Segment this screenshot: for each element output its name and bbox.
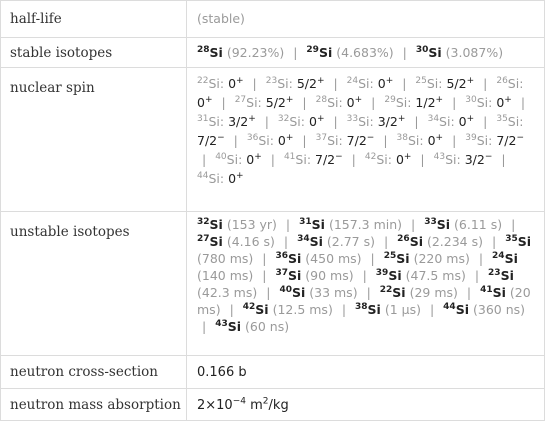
absorption-exponent: −4 bbox=[232, 396, 246, 407]
parity: + bbox=[236, 75, 244, 86]
mass-number: 41 bbox=[283, 151, 296, 162]
unstable-isotope bbox=[376, 268, 466, 283]
isotope-detail: (450 ms) bbox=[305, 251, 362, 266]
element-symbol: Si bbox=[309, 234, 323, 249]
isotope-detail: (20 ms) bbox=[197, 285, 531, 317]
parity: + bbox=[285, 94, 294, 105]
spin-entry bbox=[347, 76, 394, 91]
spin-value: 7/2 bbox=[197, 133, 218, 148]
spin-value: 0 bbox=[228, 171, 237, 186]
spin-entry bbox=[278, 114, 325, 129]
element-symbol: Si bbox=[288, 268, 302, 283]
parity: + bbox=[316, 113, 325, 124]
element-symbol: Si: bbox=[476, 95, 493, 110]
mass-number: 24 bbox=[492, 250, 505, 261]
isotope-detail: (60 ns) bbox=[245, 319, 290, 334]
spin-value: 0 bbox=[346, 95, 355, 110]
spin-value: 0 bbox=[228, 76, 237, 91]
isotope-detail: (12.5 ms) bbox=[272, 302, 333, 317]
mass-number: 34 bbox=[297, 233, 310, 244]
label-stable-isotopes: stable isotopes bbox=[1, 38, 187, 67]
spin-entry bbox=[284, 152, 343, 167]
parity: + bbox=[204, 94, 213, 105]
parity: + bbox=[435, 94, 444, 105]
value-half-life: (stable) bbox=[197, 11, 245, 26]
separator: | bbox=[520, 95, 526, 110]
mass-number: 31 bbox=[197, 113, 209, 124]
element-symbol: Si: bbox=[507, 76, 524, 91]
mass-number: 33 bbox=[346, 113, 359, 124]
spin-value: 0 bbox=[308, 114, 317, 129]
separator: | bbox=[452, 95, 457, 110]
separator: | bbox=[491, 234, 497, 249]
parity: + bbox=[504, 94, 512, 105]
absorption-mantissa: 2×10 bbox=[197, 398, 233, 413]
label-neutron-cross-section: neutron cross-section bbox=[1, 356, 187, 388]
spin-entry bbox=[415, 76, 474, 91]
mass-number: 44 bbox=[443, 301, 456, 312]
mass-number: 27 bbox=[197, 233, 210, 244]
element-symbol: Si bbox=[288, 251, 302, 266]
element-symbol: Si: bbox=[327, 95, 343, 110]
separator: | bbox=[351, 152, 356, 167]
parity: + bbox=[316, 75, 325, 86]
spin-value: 7/2 bbox=[346, 133, 367, 148]
unstable-isotope bbox=[443, 302, 525, 317]
separator: | bbox=[285, 217, 291, 232]
mass-number: 29 bbox=[384, 94, 396, 105]
element-symbol: Si bbox=[291, 285, 306, 300]
mass-number: 33 bbox=[424, 216, 437, 227]
mass-number: 43 bbox=[215, 318, 228, 329]
element-symbol: Si: bbox=[295, 152, 312, 167]
label-nuclear-spin: nuclear spin bbox=[1, 68, 187, 211]
unstable-isotope bbox=[243, 302, 333, 317]
separator: | bbox=[266, 285, 271, 300]
separator: | bbox=[270, 152, 275, 167]
parity: + bbox=[466, 75, 475, 86]
isotope-detail: (157.3 min) bbox=[328, 217, 403, 232]
parity: + bbox=[403, 151, 412, 162]
separator: | bbox=[371, 95, 376, 110]
value-nuclear-spin bbox=[187, 68, 544, 211]
separator: | bbox=[383, 133, 388, 148]
label-unstable-isotopes: unstable isotopes bbox=[1, 212, 187, 355]
spin-entry bbox=[465, 95, 512, 110]
isotope-detail: (2.77 s) bbox=[326, 234, 375, 249]
element-symbol: Si: bbox=[208, 76, 225, 91]
mass-number: 35 bbox=[505, 233, 518, 244]
element-symbol: Si: bbox=[358, 76, 374, 91]
unstable-isotope bbox=[299, 217, 402, 232]
element-symbol: Si: bbox=[289, 114, 305, 129]
parity: + bbox=[435, 132, 444, 143]
separator: | bbox=[341, 302, 347, 317]
spin-value: 0 bbox=[246, 152, 255, 167]
unstable-isotope bbox=[384, 251, 470, 266]
spin-entry bbox=[235, 95, 294, 110]
separator: | bbox=[233, 133, 238, 148]
separator: | bbox=[283, 234, 289, 249]
spin-entry bbox=[247, 133, 294, 148]
isotope-detail: (140 ms) bbox=[197, 268, 254, 283]
isotope-detail: (29 ms) bbox=[409, 285, 458, 300]
parity: + bbox=[236, 170, 244, 181]
element-symbol: Si bbox=[255, 302, 269, 317]
row-neutron-mass-absorption bbox=[1, 388, 544, 421]
separator: | bbox=[402, 76, 407, 91]
spin-entry bbox=[397, 133, 444, 148]
separator: | bbox=[302, 95, 307, 110]
parity: + bbox=[385, 75, 394, 86]
unstable-isotope bbox=[380, 285, 458, 300]
spin-entry bbox=[465, 133, 524, 148]
unstable-isotope bbox=[275, 268, 353, 283]
separator: | bbox=[362, 268, 367, 283]
parity: − bbox=[366, 132, 375, 143]
element-symbol: Si bbox=[209, 234, 223, 249]
spin-value: 5/2 bbox=[265, 95, 286, 110]
separator: | bbox=[262, 268, 267, 283]
spin-value: 0 bbox=[458, 114, 467, 129]
spin-entry bbox=[316, 95, 363, 110]
unstable-isotope bbox=[197, 217, 277, 232]
mass-number: 41 bbox=[480, 284, 493, 295]
isotope-detail: (90 ms) bbox=[305, 268, 354, 283]
isotope-detail: (153 yr) bbox=[226, 217, 277, 232]
unstable-isotope bbox=[297, 234, 375, 249]
separator: | bbox=[293, 45, 298, 60]
row-unstable-isotopes bbox=[1, 211, 544, 355]
element-symbol: Si bbox=[492, 285, 506, 300]
mass-number: 25 bbox=[415, 75, 427, 86]
mass-number: 36 bbox=[275, 250, 288, 261]
separator: | bbox=[483, 76, 488, 91]
mass-number: 43 bbox=[433, 151, 446, 162]
element-symbol: Si bbox=[367, 302, 381, 317]
parity: − bbox=[516, 132, 525, 143]
separator: | bbox=[478, 251, 484, 266]
absorption-unit-tail: /kg bbox=[268, 398, 289, 413]
stable-isotope bbox=[416, 45, 503, 60]
element-symbol: Si bbox=[388, 268, 402, 283]
mass-number: 39 bbox=[465, 132, 477, 143]
spin-entry bbox=[347, 114, 406, 129]
parity: + bbox=[354, 94, 363, 105]
isotope-detail: (2.234 s) bbox=[426, 234, 483, 249]
element-symbol: Si: bbox=[407, 133, 424, 148]
element-symbol: Si: bbox=[208, 114, 225, 129]
stable-isotope-list bbox=[197, 43, 536, 63]
mass-number: 40 bbox=[279, 284, 292, 295]
separator: | bbox=[252, 76, 257, 91]
element-symbol: Si: bbox=[395, 95, 412, 110]
mass-number: 32 bbox=[277, 113, 290, 124]
separator: | bbox=[483, 114, 488, 129]
spin-entry bbox=[266, 76, 325, 91]
unstable-isotope bbox=[355, 302, 421, 317]
mass-number: 23 bbox=[265, 75, 278, 86]
parity: + bbox=[285, 132, 294, 143]
mass-number: 23 bbox=[488, 267, 501, 278]
separator: | bbox=[262, 251, 267, 266]
absorption-unit: m bbox=[246, 398, 263, 413]
element-symbol: Si: bbox=[376, 152, 392, 167]
spin-value: 3/2 bbox=[464, 152, 485, 167]
mass-number: 30 bbox=[415, 44, 429, 55]
separator: | bbox=[402, 45, 407, 60]
separator: | bbox=[414, 114, 419, 129]
element-symbol: Si bbox=[517, 234, 532, 249]
mass-number: 38 bbox=[396, 132, 408, 143]
element-symbol: Si: bbox=[327, 133, 343, 148]
mass-number: 26 bbox=[397, 233, 410, 244]
unstable-isotope bbox=[275, 251, 361, 266]
separator: | bbox=[333, 76, 338, 91]
isotope-detail: (4.16 s) bbox=[226, 234, 275, 249]
unstable-isotope bbox=[197, 234, 275, 249]
element-symbol: Si: bbox=[246, 95, 262, 110]
isotope-detail: (780 ms) bbox=[197, 251, 254, 266]
separator: | bbox=[333, 114, 338, 129]
spin-value: 3/2 bbox=[377, 114, 398, 129]
spin-value: 0 bbox=[427, 133, 436, 148]
spin-entry bbox=[215, 152, 262, 167]
spin-value: 0 bbox=[395, 152, 404, 167]
separator: | bbox=[466, 285, 472, 300]
mass-number: 26 bbox=[496, 75, 508, 86]
element-symbol: Si: bbox=[277, 76, 293, 91]
element-symbol: Si: bbox=[258, 133, 274, 148]
element-symbol: Si: bbox=[445, 152, 461, 167]
stable-isotope bbox=[197, 45, 284, 60]
mass-number: 34 bbox=[427, 113, 440, 124]
spin-value: 1/2 bbox=[415, 95, 436, 110]
parity: − bbox=[484, 151, 493, 162]
mass-number: 37 bbox=[315, 132, 328, 143]
unstable-isotope bbox=[397, 234, 483, 249]
spin-value: 7/2 bbox=[496, 133, 517, 148]
spin-entry bbox=[434, 152, 493, 167]
mass-number: 27 bbox=[234, 94, 247, 105]
parity: − bbox=[217, 132, 225, 143]
separator: | bbox=[420, 152, 425, 167]
separator: | bbox=[501, 152, 506, 167]
label-half-life: half-life bbox=[1, 1, 187, 37]
element-symbol: Si bbox=[318, 45, 333, 60]
mass-number: 38 bbox=[355, 301, 368, 312]
isotope-detail: (42.3 ms) bbox=[197, 285, 258, 300]
element-symbol: Si bbox=[455, 302, 469, 317]
spin-value: 3/2 bbox=[228, 114, 249, 129]
mass-number: 42 bbox=[364, 151, 377, 162]
element-symbol: Si bbox=[436, 217, 451, 232]
element-symbol: Si bbox=[409, 234, 423, 249]
stable-isotope bbox=[306, 45, 393, 60]
element-symbol: Si: bbox=[476, 133, 493, 148]
mass-number: 28 bbox=[197, 44, 210, 55]
element-symbol: Si: bbox=[507, 114, 524, 129]
unstable-isotope-list bbox=[197, 216, 536, 335]
mass-number: 28 bbox=[315, 94, 328, 105]
isotope-detail: (360 ns) bbox=[472, 302, 526, 317]
separator: | bbox=[221, 95, 226, 110]
mass-number: 25 bbox=[383, 250, 397, 261]
mass-number: 22 bbox=[197, 75, 209, 86]
spin-entry bbox=[428, 114, 475, 129]
spin-value: 5/2 bbox=[296, 76, 317, 91]
element-symbol: Si: bbox=[358, 114, 374, 129]
mass-number: 30 bbox=[465, 94, 477, 105]
value-stable-isotopes bbox=[187, 38, 544, 67]
parity: − bbox=[335, 151, 343, 162]
parity: + bbox=[254, 151, 262, 162]
element-symbol: Si bbox=[504, 251, 518, 266]
isotope-detail: (92.23%) bbox=[226, 45, 285, 60]
value-unstable-isotopes bbox=[187, 212, 544, 355]
element-symbol: Si bbox=[500, 268, 514, 283]
separator: | bbox=[202, 152, 207, 167]
mass-number: 42 bbox=[242, 301, 256, 312]
element-symbol: Si bbox=[227, 319, 242, 334]
unstable-isotope bbox=[279, 285, 357, 300]
mass-number: 39 bbox=[375, 267, 389, 278]
spin-entry bbox=[197, 171, 244, 186]
isotope-detail: (3.087%) bbox=[445, 45, 504, 60]
mass-number: 40 bbox=[215, 151, 227, 162]
separator: | bbox=[366, 285, 371, 300]
element-symbol: Si: bbox=[208, 171, 225, 186]
mass-number: 35 bbox=[496, 113, 508, 124]
separator: | bbox=[302, 133, 307, 148]
separator: | bbox=[202, 319, 207, 334]
separator: | bbox=[452, 133, 457, 148]
element-symbol: Si: bbox=[426, 76, 443, 91]
spin-value: 0 bbox=[197, 95, 205, 110]
parity: + bbox=[248, 113, 256, 124]
mass-number: 32 bbox=[197, 216, 210, 227]
unstable-isotope bbox=[424, 217, 502, 232]
element-symbol: Si: bbox=[226, 152, 243, 167]
separator: | bbox=[411, 217, 416, 232]
value-neutron-mass-absorption bbox=[187, 389, 544, 421]
isotope-detail: (6.11 s) bbox=[454, 217, 503, 232]
nuclear-spin-list bbox=[197, 74, 536, 188]
separator: | bbox=[229, 302, 234, 317]
isotope-detail: (220 ms) bbox=[413, 251, 470, 266]
spin-entry bbox=[197, 76, 244, 91]
separator: | bbox=[383, 234, 389, 249]
element-symbol: Si bbox=[392, 285, 406, 300]
isotope-detail: (4.683%) bbox=[336, 45, 394, 60]
unstable-isotope bbox=[215, 319, 289, 334]
spin-value: 7/2 bbox=[315, 152, 336, 167]
row-stable-isotopes bbox=[1, 37, 544, 67]
mass-number: 36 bbox=[246, 132, 259, 143]
spin-value: 0 bbox=[277, 133, 286, 148]
element-symbol: Si: bbox=[439, 114, 455, 129]
isotope-detail: (47.5 ms) bbox=[405, 268, 466, 283]
spin-value: 5/2 bbox=[446, 76, 467, 91]
row-half-life bbox=[1, 1, 544, 37]
mass-number: 29 bbox=[306, 44, 319, 55]
parity: + bbox=[466, 113, 475, 124]
mass-number: 31 bbox=[299, 216, 312, 227]
parity: + bbox=[397, 113, 406, 124]
spin-entry bbox=[197, 114, 256, 129]
element-symbol: Si bbox=[428, 45, 442, 60]
separator: | bbox=[264, 114, 269, 129]
mass-number: 37 bbox=[275, 267, 288, 278]
separator: | bbox=[474, 268, 480, 283]
value-neutron-cross-section: 0.166 b bbox=[197, 365, 247, 380]
spin-entry bbox=[384, 95, 443, 110]
isotope-detail: (33 ms) bbox=[309, 285, 358, 300]
mass-number: 44 bbox=[197, 170, 209, 181]
spin-value: 0 bbox=[496, 95, 505, 110]
separator: | bbox=[370, 251, 375, 266]
element-symbol: Si bbox=[209, 217, 223, 232]
spin-value: 0 bbox=[377, 76, 386, 91]
element-symbol: Si bbox=[209, 45, 223, 60]
row-nuclear-spin bbox=[1, 67, 544, 211]
separator: | bbox=[511, 217, 516, 232]
row-neutron-cross-section bbox=[1, 355, 544, 388]
absorption-unit-exponent: 2 bbox=[262, 396, 269, 407]
element-symbol: Si bbox=[311, 217, 325, 232]
element-symbol: Si bbox=[396, 251, 410, 266]
label-neutron-mass-absorption: neutron mass absorption bbox=[1, 389, 187, 421]
isotope-detail: (1 μs) bbox=[384, 302, 421, 317]
spin-entry bbox=[365, 152, 412, 167]
separator: | bbox=[429, 302, 435, 317]
mass-number: 24 bbox=[346, 75, 359, 86]
mass-number: 22 bbox=[379, 284, 393, 295]
spin-entry bbox=[316, 133, 375, 148]
